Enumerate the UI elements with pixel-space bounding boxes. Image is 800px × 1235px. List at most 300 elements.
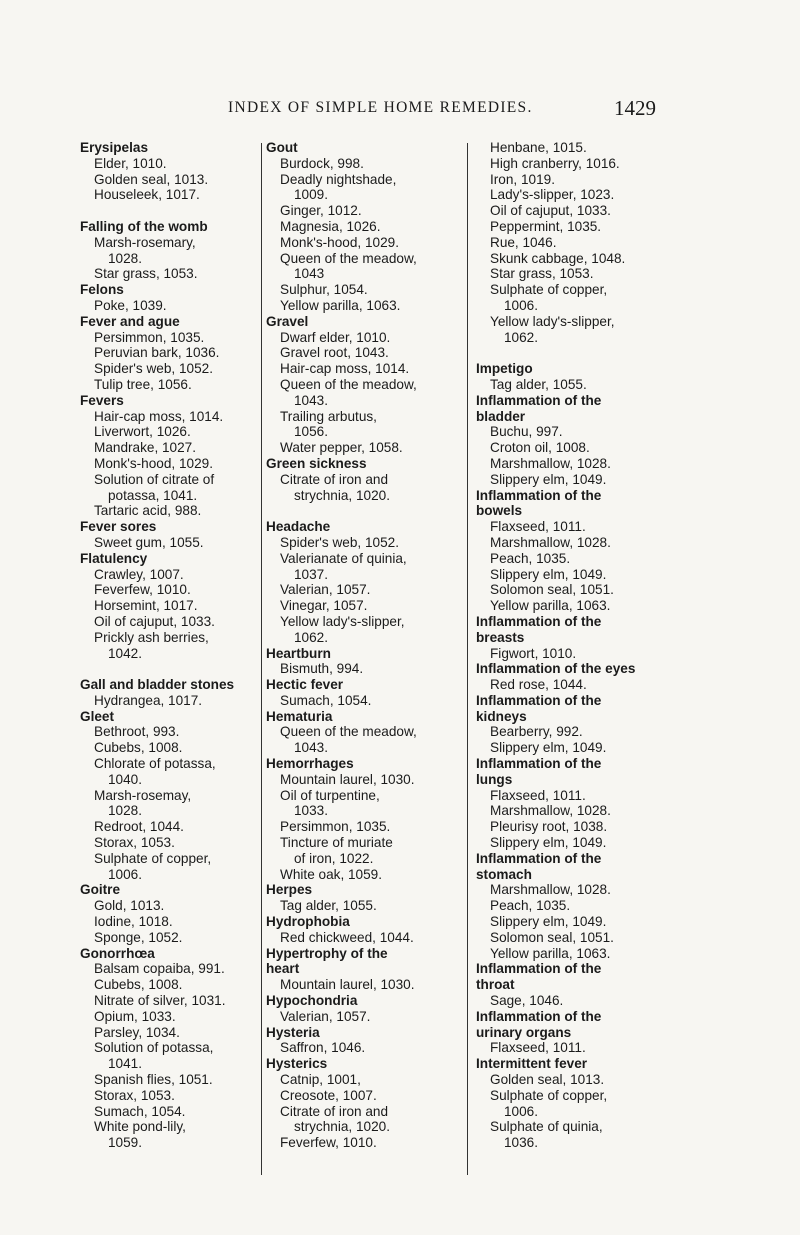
index-heading: Falling of the womb: [80, 218, 208, 234]
index-entry: [476, 661, 666, 693]
remedy-item: [266, 598, 452, 614]
remedy-text: Storax, 1053.: [94, 835, 175, 851]
remedy-item: [476, 598, 666, 614]
index-heading: Inflammation of the: [476, 1008, 602, 1024]
index-entry: [266, 946, 452, 993]
index-entry: [80, 282, 258, 314]
index-entry: [476, 851, 666, 962]
remedy-text: Mountain laurel, 1030.: [280, 771, 415, 787]
remedy-item: [80, 503, 258, 519]
remedy-text: Queen of the meadow,: [280, 376, 417, 392]
remedy-item: [266, 1009, 452, 1025]
index-entry: [80, 882, 258, 945]
remedy-text: Houseleek, 1017.: [94, 187, 200, 203]
index-entry: [266, 456, 452, 503]
remedy-text: Slippery elm, 1049.: [490, 914, 607, 930]
remedy-text: Peppermint, 1035.: [490, 218, 602, 234]
remedy-text: 1043.: [294, 392, 329, 408]
index-entry: [476, 361, 666, 393]
remedy-item: [476, 677, 666, 693]
index-entry: [266, 993, 452, 1025]
remedy-item: [266, 772, 452, 788]
remedy-text: 1028.: [108, 250, 143, 266]
remedy-text: of iron, 1022.: [294, 850, 374, 866]
remedy-item: [476, 582, 666, 598]
remedy-item: [80, 788, 258, 820]
index-heading: heart: [266, 961, 300, 977]
remedy-item: [266, 298, 452, 314]
remedy-text: Tag alder, 1055.: [490, 376, 587, 392]
remedy-item: [476, 551, 666, 567]
column-divider: [261, 143, 262, 1175]
index-column-3: [476, 140, 666, 1151]
remedy-item: [80, 1040, 258, 1072]
remedy-item: [80, 898, 258, 914]
remedy-text: 1056.: [294, 424, 329, 440]
remedy-item: [80, 330, 258, 346]
index-heading: Gleet: [80, 708, 114, 724]
remedy-item: [266, 930, 452, 946]
remedy-item: [266, 203, 452, 219]
remedy-text: Water pepper, 1058.: [280, 440, 403, 456]
remedy-text: Oil of cajuput, 1033.: [94, 613, 215, 629]
index-entry: [476, 1056, 666, 1151]
remedy-text: Monk's-hood, 1029.: [280, 234, 399, 250]
remedy-item: [476, 930, 666, 946]
remedy-text: Croton oil, 1008.: [490, 440, 590, 456]
remedy-item: [80, 424, 258, 440]
remedy-text: Marshmallow, 1028.: [490, 882, 611, 898]
remedy-item: [266, 172, 452, 204]
remedy-text: Lady's-slipper, 1023.: [490, 187, 615, 203]
remedy-text: Tulip tree, 1056.: [94, 376, 192, 392]
index-heading: Heartburn: [266, 645, 331, 661]
remedy-item: [80, 582, 258, 598]
remedy-text: potassa, 1041.: [108, 487, 198, 503]
remedy-text: Spider's web, 1052.: [280, 534, 399, 550]
remedy-text: Henbane, 1015.: [490, 140, 587, 155]
remedy-text: Storax, 1053.: [94, 1087, 175, 1103]
remedy-text: Skunk cabbage, 1048.: [490, 250, 626, 266]
remedy-item: [80, 345, 258, 361]
index-entry: [476, 961, 666, 1008]
remedy-text: Valerian, 1057.: [280, 582, 371, 598]
remedy-text: Creosote, 1007.: [280, 1087, 377, 1103]
remedy-text: Tag alder, 1055.: [280, 898, 377, 914]
column-divider: [467, 143, 468, 1175]
index-heading: Hematuria: [266, 708, 333, 724]
remedy-text: Parsley, 1034.: [94, 1024, 180, 1040]
remedy-text: Burdock, 998.: [280, 155, 364, 171]
remedy-item: [80, 172, 258, 188]
index-heading: Green sickness: [266, 455, 367, 471]
remedy-item: [80, 235, 258, 267]
remedy-item: [80, 724, 258, 740]
remedy-text: Sage, 1046.: [490, 993, 564, 1009]
remedy-item: [266, 1104, 452, 1136]
remedy-text: Flaxseed, 1011.: [490, 787, 586, 803]
remedy-text: Elder, 1010.: [94, 155, 167, 171]
remedy-item: [266, 251, 452, 283]
remedy-text: Tincture of muriate: [280, 835, 393, 851]
remedy-text: Marshmallow, 1028.: [490, 803, 611, 819]
remedy-item: [476, 803, 666, 819]
remedy-text: Slippery elm, 1049.: [490, 566, 607, 582]
remedy-item: [266, 1135, 452, 1151]
remedy-item: [476, 172, 666, 188]
index-heading: Headache: [266, 519, 331, 535]
remedy-text: strychnia, 1020.: [294, 1119, 390, 1135]
index-heading: bladder: [476, 408, 526, 424]
remedy-item: [80, 1072, 258, 1088]
index-heading: Gout: [266, 140, 298, 155]
remedy-text: Buchu, 997.: [490, 424, 563, 440]
index-entry: [266, 646, 452, 678]
remedy-text: Hair-cap moss, 1014.: [94, 408, 224, 424]
remedy-item: [80, 835, 258, 851]
remedy-text: Sulphur, 1054.: [280, 282, 368, 298]
remedy-text: Feverfew, 1010.: [94, 582, 191, 598]
remedy-item: [476, 646, 666, 662]
remedy-item: [476, 235, 666, 251]
remedy-text: Sumach, 1054.: [280, 692, 372, 708]
page-header: [0, 96, 800, 120]
remedy-text: White oak, 1059.: [280, 866, 383, 882]
index-entry: [266, 1056, 452, 1151]
remedy-text: Rue, 1046.: [490, 234, 557, 250]
remedy-item: [476, 424, 666, 440]
remedy-text: Hydrangea, 1017.: [94, 692, 203, 708]
remedy-text: Slippery elm, 1049.: [490, 740, 607, 756]
remedy-text: Prickly ash berries,: [94, 629, 209, 645]
remedy-text: Chlorate of potassa,: [94, 756, 216, 772]
remedy-item: [476, 219, 666, 235]
remedy-item: [266, 1088, 452, 1104]
remedy-item: [476, 914, 666, 930]
remedy-item: [476, 882, 666, 898]
remedy-item: [80, 914, 258, 930]
remedy-text: Sponge, 1052.: [94, 929, 183, 945]
remedy-text: Yellow lady's-slipper,: [280, 613, 405, 629]
remedy-text: Ginger, 1012.: [280, 203, 362, 219]
remedy-text: Star grass, 1053.: [490, 266, 594, 282]
remedy-text: Crawley, 1007.: [94, 566, 184, 582]
remedy-item: [476, 203, 666, 219]
index-column-1: [80, 140, 258, 1151]
remedy-item: [266, 693, 452, 709]
remedy-text: Yellow parilla, 1063.: [490, 598, 611, 614]
remedy-item: [266, 235, 452, 251]
remedy-text: 1040.: [108, 771, 143, 787]
remedy-text: Solution of potassa,: [94, 1040, 214, 1056]
remedy-text: Nitrate of silver, 1031.: [94, 993, 226, 1009]
index-entry: [476, 488, 666, 614]
index-entry: [476, 693, 666, 756]
remedy-text: 1062.: [504, 329, 539, 345]
remedy-text: Solomon seal, 1051.: [490, 582, 614, 598]
remedy-item: [266, 156, 452, 172]
remedy-item: [266, 345, 452, 361]
remedy-item: [80, 993, 258, 1009]
remedy-text: 1037.: [294, 566, 329, 582]
remedy-item: [80, 977, 258, 993]
index-column-2: [266, 140, 452, 1151]
remedy-text: Sulphate of copper,: [94, 850, 212, 866]
index-heading: Inflammation of the: [476, 392, 602, 408]
remedy-text: Citrate of iron and: [280, 471, 389, 487]
index-heading: Fever and ague: [80, 313, 180, 329]
remedy-text: Hair-cap moss, 1014.: [280, 361, 410, 377]
index-entry: [80, 314, 258, 393]
remedy-text: Feverfew, 1010.: [280, 1135, 377, 1151]
remedy-text: Peach, 1035.: [490, 898, 571, 914]
remedy-item: [80, 614, 258, 630]
remedy-text: 1041.: [108, 1056, 143, 1072]
index-entry: [80, 140, 258, 203]
remedy-text: Golden seal, 1013.: [490, 1072, 605, 1088]
index-heading: breasts: [476, 629, 525, 645]
remedy-text: Gold, 1013.: [94, 898, 165, 914]
remedy-item: [80, 598, 258, 614]
remedy-item: [80, 361, 258, 377]
remedy-text: Redroot, 1044.: [94, 819, 184, 835]
remedy-item: [476, 946, 666, 962]
remedy-text: Iodine, 1018.: [94, 914, 173, 930]
remedy-text: Monk's-hood, 1029.: [94, 455, 213, 471]
remedy-item: [80, 740, 258, 756]
remedy-text: Tartaric acid, 988.: [94, 503, 202, 519]
remedy-text: Magnesia, 1026.: [280, 218, 381, 234]
remedy-text: Saffron, 1046.: [280, 1040, 366, 1056]
remedy-text: Spider's web, 1052.: [94, 361, 213, 377]
remedy-text: strychnia, 1020.: [294, 487, 390, 503]
remedy-text: Spanish flies, 1051.: [94, 1072, 213, 1088]
remedy-text: Persimmon, 1035.: [94, 329, 205, 345]
remedy-item: [476, 1072, 666, 1088]
page-number: 1429: [614, 96, 656, 120]
remedy-item: [80, 756, 258, 788]
index-heading: urinary organs: [476, 1024, 572, 1040]
remedy-item: [476, 472, 666, 488]
index-heading: Hypertrophy of the: [266, 945, 388, 961]
remedy-item: [476, 440, 666, 456]
remedy-item: [476, 724, 666, 740]
index-heading: Gall and bladder stones: [80, 677, 235, 693]
index-entry: [266, 1025, 452, 1057]
index-heading: lungs: [476, 771, 513, 787]
remedy-item: [80, 1088, 258, 1104]
remedy-text: Yellow lady's-slipper,: [490, 313, 615, 329]
index-entry: [266, 519, 452, 645]
remedy-item: [266, 409, 452, 441]
index-heading: Herpes: [266, 882, 313, 898]
remedy-item: [266, 535, 452, 551]
remedy-item: [80, 630, 258, 662]
index-heading: Inflammation of the eyes: [476, 661, 636, 677]
index-heading: Erysipelas: [80, 140, 149, 155]
remedy-text: 1036.: [504, 1135, 539, 1151]
remedy-item: [476, 266, 666, 282]
index-entry: [80, 709, 258, 883]
remedy-text: Queen of the meadow,: [280, 724, 417, 740]
index-entry: [80, 519, 258, 551]
remedy-text: Sulphate of copper,: [490, 282, 608, 298]
remedy-text: Oil of cajuput, 1033.: [490, 203, 611, 219]
remedy-text: Bethroot, 993.: [94, 724, 180, 740]
index-heading: stomach: [476, 866, 532, 882]
index-entry: [80, 393, 258, 519]
index-heading: Hydrophobia: [266, 914, 350, 930]
remedy-item: [266, 788, 452, 820]
remedy-text: Slippery elm, 1049.: [490, 835, 607, 851]
index-heading: Flatulency: [80, 550, 148, 566]
index-entry: [266, 314, 452, 456]
remedy-text: 1006.: [108, 866, 143, 882]
remedy-text: Slippery elm, 1049.: [490, 471, 607, 487]
remedy-text: 1043.: [294, 740, 329, 756]
remedy-text: Peach, 1035.: [490, 550, 571, 566]
remedy-text: Sulphate of quinia,: [490, 1119, 603, 1135]
remedy-item: [80, 298, 258, 314]
remedy-item: [476, 740, 666, 756]
remedy-text: Golden seal, 1013.: [94, 171, 209, 187]
remedy-item: [80, 1119, 258, 1151]
remedy-item: [476, 819, 666, 835]
remedy-item: [80, 1104, 258, 1120]
remedy-text: Balsam copaiba, 991.: [94, 961, 225, 977]
remedy-item: [266, 551, 452, 583]
remedy-text: Red rose, 1044.: [490, 677, 587, 693]
remedy-item: [476, 377, 666, 393]
index-heading: Inflammation of the: [476, 487, 602, 503]
remedy-item: [266, 724, 452, 756]
remedy-text: Cubebs, 1008.: [94, 740, 183, 756]
remedy-text: Citrate of iron and: [280, 1103, 389, 1119]
remedy-item: [266, 582, 452, 598]
remedy-item: [80, 440, 258, 456]
remedy-item: [266, 330, 452, 346]
remedy-text: 1043: [294, 266, 325, 282]
remedy-item: [80, 693, 258, 709]
remedy-text: High cranberry, 1016.: [490, 155, 620, 171]
remedy-item: [266, 614, 452, 646]
remedy-item: [80, 851, 258, 883]
remedy-item: [266, 377, 452, 409]
remedy-text: Dwarf elder, 1010.: [280, 329, 391, 345]
index-entry: [80, 551, 258, 662]
remedy-item: [476, 156, 666, 172]
remedy-text: Bismuth, 994.: [280, 661, 364, 677]
remedy-text: 1059.: [108, 1135, 143, 1151]
index-heading: Inflammation of the: [476, 692, 602, 708]
index-heading: Inflammation of the: [476, 961, 602, 977]
remedy-item: [476, 993, 666, 1009]
remedy-item: [266, 1072, 452, 1088]
remedy-item: [476, 567, 666, 583]
remedy-item: [266, 661, 452, 677]
remedy-text: Persimmon, 1035.: [280, 819, 391, 835]
remedy-item: [476, 314, 666, 346]
remedy-text: 1028.: [108, 803, 143, 819]
remedy-item: [476, 1119, 666, 1151]
index-heading: kidneys: [476, 708, 527, 724]
remedy-item: [266, 440, 452, 456]
remedy-text: Flaxseed, 1011.: [490, 1040, 586, 1056]
remedy-text: Gravel root, 1043.: [280, 345, 389, 361]
index-entry: [476, 140, 666, 345]
index-heading: Intermittent fever: [476, 1056, 588, 1072]
remedy-text: Peruvian bark, 1036.: [94, 345, 220, 361]
remedy-item: [80, 1009, 258, 1025]
remedy-item: [80, 456, 258, 472]
remedy-item: [80, 156, 258, 172]
remedy-text: Sulphate of copper,: [490, 1087, 608, 1103]
index-entry: [476, 614, 666, 661]
remedy-text: Figwort, 1010.: [490, 645, 577, 661]
remedy-text: Mandrake, 1027.: [94, 440, 197, 456]
remedy-item: [266, 977, 452, 993]
remedy-item: [476, 1088, 666, 1120]
remedy-item: [266, 819, 452, 835]
index-heading: Inflammation of the: [476, 756, 602, 772]
remedy-text: Poke, 1039.: [94, 297, 167, 313]
remedy-text: Vinegar, 1057.: [280, 598, 368, 614]
remedy-item: [80, 377, 258, 393]
index-entry: [476, 756, 666, 851]
index-heading: Fevers: [80, 392, 124, 408]
remedy-item: [80, 961, 258, 977]
index-entry: [80, 946, 258, 1151]
remedy-text: Marsh-rosemary,: [94, 234, 196, 250]
remedy-item: [476, 251, 666, 267]
remedy-item: [476, 898, 666, 914]
remedy-item: [80, 1025, 258, 1041]
index-heading: Felons: [80, 282, 124, 298]
remedy-text: Queen of the meadow,: [280, 250, 417, 266]
remedy-text: Marshmallow, 1028.: [490, 534, 611, 550]
remedy-item: [80, 567, 258, 583]
remedy-text: Valerian, 1057.: [280, 1008, 371, 1024]
remedy-item: [476, 788, 666, 804]
index-heading: Hemorrhages: [266, 756, 354, 772]
index-heading: Hysteria: [266, 1024, 320, 1040]
remedy-item: [266, 867, 452, 883]
remedy-text: 1006.: [504, 1103, 539, 1119]
remedy-item: [80, 472, 258, 504]
remedy-text: 1062.: [294, 629, 329, 645]
remedy-text: Flaxseed, 1011.: [490, 519, 586, 535]
remedy-item: [80, 266, 258, 282]
index-entry: [476, 393, 666, 488]
remedy-text: Cubebs, 1008.: [94, 977, 183, 993]
remedy-item: [476, 140, 666, 156]
remedy-item: [476, 535, 666, 551]
remedy-text: Bearberry, 992.: [490, 724, 583, 740]
remedy-text: Valerianate of quinia,: [280, 550, 407, 566]
index-entry: [266, 882, 452, 914]
index-heading: Inflammation of the: [476, 850, 602, 866]
remedy-text: Yellow parilla, 1063.: [490, 945, 611, 961]
remedy-text: Deadly nightshade,: [280, 171, 397, 187]
index-heading: Gonorrhœa: [80, 945, 155, 961]
remedy-text: 1006.: [504, 297, 539, 313]
remedy-text: Marsh-rosemay,: [94, 787, 192, 803]
remedy-text: Horsemint, 1017.: [94, 598, 198, 614]
remedy-text: Sumach, 1054.: [94, 1103, 186, 1119]
remedy-text: Iron, 1019.: [490, 171, 555, 187]
remedy-text: 1042.: [108, 645, 143, 661]
index-entry: [266, 709, 452, 756]
